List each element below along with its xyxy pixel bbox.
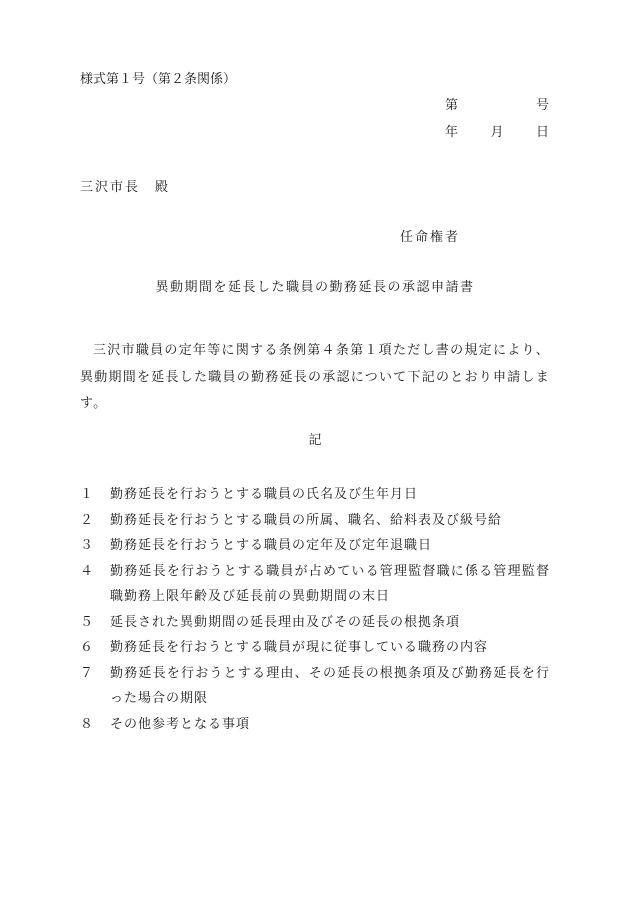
list-item: [80, 508, 550, 534]
list-item: [80, 661, 550, 712]
item-number: ８: [80, 716, 95, 732]
list-item: [80, 559, 550, 610]
ki-heading: 記: [308, 433, 322, 448]
document-date-line: [445, 121, 549, 140]
date-month: 月: [490, 125, 504, 140]
item-text: 勤務延長を行おうとする職員の所属、職名、給料表及び級号給: [110, 512, 503, 528]
item-text: 勤務延長を行おうとする理由、その延長の根拠条項及び勤務延長を行った場合の期限: [110, 665, 550, 706]
item-text: 勤務延長を行おうとする職員が現に従事している職務の内容: [110, 640, 489, 655]
list-item: [80, 482, 550, 508]
appointing-authority: 任命権者: [400, 230, 461, 245]
document-number-suffix: 号: [535, 98, 549, 113]
document-title: 異動期間を延長した職員の勤務延長の承認申請書: [155, 280, 475, 295]
item-number: ４: [80, 563, 95, 579]
item-number: ６: [80, 640, 95, 655]
date-day: 日: [535, 125, 549, 140]
items-list: [80, 482, 550, 737]
date-year: 年: [445, 125, 459, 140]
document-number-line: [445, 94, 549, 113]
body-paragraph: 三沢市職員の定年等に関する条例第４条第１項ただし書の規定により、異動期間を延長した職員の勤務延長の承認について下記のとおり申請します。: [80, 343, 550, 411]
item-text: 勤務延長を行おうとする職員の氏名及び生年月日: [110, 487, 419, 502]
item-number: ２: [80, 512, 95, 528]
item-text: その他参考となる事項: [110, 716, 251, 732]
item-number: ３: [80, 538, 95, 553]
item-text: 勤務延長を行おうとする職員の定年及び定年退職日: [110, 538, 433, 553]
addressee: 三沢市長 殿: [80, 180, 171, 195]
form-number: 様式第１号（第２条関係）: [80, 72, 237, 87]
list-item: [80, 635, 550, 661]
item-text: 勤務延長を行おうとする職員が占めている管理監督職に係る管理監督職勤務上限年齢及び延長前の異動期間の末日: [110, 563, 550, 604]
document-number-prefix: 第: [445, 98, 459, 113]
item-number: １: [80, 487, 95, 502]
list-item: [80, 610, 550, 636]
list-item: [80, 533, 550, 559]
item-number: ５: [80, 614, 95, 630]
item-number: ７: [80, 665, 95, 681]
list-item: [80, 712, 550, 738]
item-text: 延長された異動期間の延長理由及びその延長の根拠条項: [110, 614, 461, 630]
